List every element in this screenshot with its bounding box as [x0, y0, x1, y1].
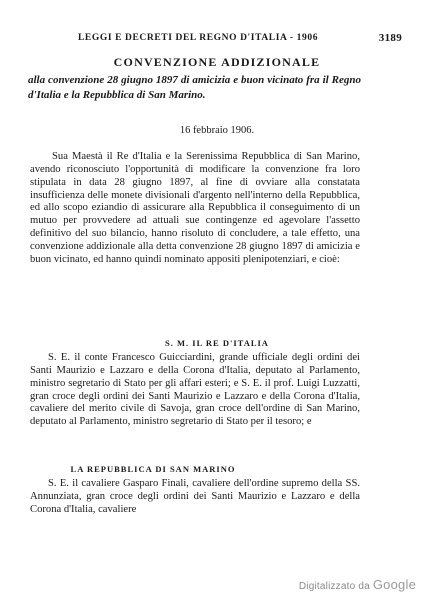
document-date: 16 febbraio 1906.: [179, 125, 255, 136]
document-subtitle: alla convenzione 28 giugno 1897 di amicizia e buon vicinato fra il Regno d'Italia e la Repubblica di San Marino.: [28, 74, 361, 101]
running-header-title: LEGGI E DECRETI DEL REGNO D'ITALIA - 1906: [78, 33, 319, 43]
section-heading-republic: LA REPUBBLICA DI SAN MARINO: [70, 464, 236, 474]
section-heading-king: S. M. IL RE D'ITALIA: [165, 338, 269, 348]
italian-plenipotentiaries-text: S. E. il conte Francesco Guicciardini, grande ufficiale degli ordini dei Santi Maurizio e Lazzaro e della Corona d'Italia, deputato al Parlamento, ministro segretario di Stato per gli affari esteri; e S. E. il prof. Luigi Luzzatti, gran croce degli ordini dei Santi Maurizio e Lazzaro e della Corona d'Italia, cavaliere del merito civile di Savoja, gran croce dell'ordine di San Marino, deputato al Parlamento, ministro segretario di Stato per il tesoro; e: [30, 352, 360, 428]
italian-plenipotentiaries-paragraph: [30, 352, 360, 429]
page-number: 3189: [378, 32, 402, 44]
sanmarino-plenipotentiary-text: S. E. il cavaliere Gasparo Finali, cavaliere dell'ordine supremo della SS. Annunziata, gran croce degli ordini dei Santi Maurizio e Lazzaro e della Corona d'Italia, cavaliere: [30, 478, 360, 515]
document-title: CONVENZIONE ADDIZIONALE: [113, 55, 321, 69]
preamble-text: Sua Maestà il Re d'Italia e la Serenissima Repubblica di San Marino, avendo riconosciuto l'opportunità di modificare la convenzione fra loro stipulata in data 28 giugno 1897, al fine di ovviare alla constatata insufficienza delle monete divisionali d'argento nell'interno della Repubblica, ed allo scopo eziandio di assicurare alla Repubblica il conseguimento di un mutuo per provvedere ad attuali sue contingenze ed agevolare l'assetto definitivo del suo bilancio, hanno risoluto di concludere, a tale effetto, una convenzione addizionale alla detta convenzione 28 giugno 1897 di amicizia e buon vicinato, ed hanno quindi nominato appositi plenipotenziari, e cioè:: [30, 151, 360, 265]
running-header: [78, 33, 404, 47]
preamble-paragraph: [30, 151, 360, 267]
watermark-prefix: Digitalizzato da: [298, 581, 370, 592]
digitization-watermark: [299, 577, 416, 592]
google-logo-text: Google: [372, 577, 416, 592]
sanmarino-plenipotentiary-paragraph: [30, 478, 360, 517]
